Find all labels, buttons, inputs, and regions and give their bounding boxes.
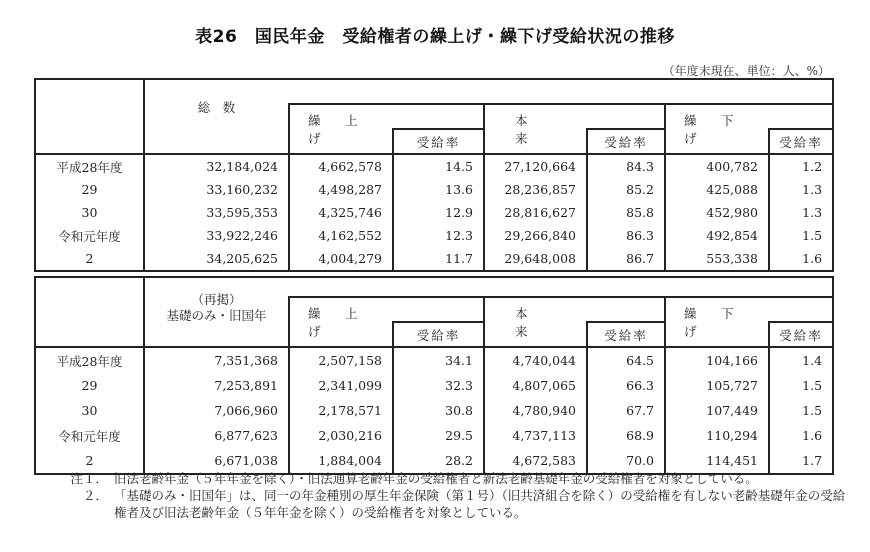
- row-year: 30: [81, 205, 98, 220]
- cell-standard: 29,648,008: [484, 247, 587, 271]
- row-year: 平成28年度: [35, 347, 144, 373]
- cell-early-rate: 29.5: [393, 423, 484, 448]
- header-early-rate: 受給率: [393, 322, 484, 347]
- header-spacer: [587, 297, 665, 322]
- footnote-text: 「基礎のみ・旧国年」は、同一の年金種別の厚生年金保険（第１号）（旧共済組合を除く）の受給権を有しない老齢基礎年金の受給権者及び旧法老齢年金（５年年金を除く）の受給権者を対象としている。: [114, 488, 846, 520]
- cell-standard-rate: 85.8: [587, 201, 665, 224]
- cell-deferred: 492,854: [665, 224, 769, 247]
- cell-deferred-rate: 1.7: [769, 448, 833, 474]
- cell-deferred: 104,166: [665, 347, 769, 373]
- cell-standard: 28,236,857: [484, 178, 587, 201]
- row-year: 令和元年度: [58, 428, 121, 444]
- header-deferred: 繰 下 げ: [665, 104, 769, 154]
- cell-deferred-rate: 1.3: [769, 201, 833, 224]
- cell-standard: 27,120,664: [484, 154, 587, 178]
- cell-total: 32,184,024: [144, 154, 289, 178]
- row-year: 2: [85, 251, 94, 266]
- row-year: 30: [81, 403, 98, 418]
- cell-early: 4,662,578: [289, 154, 393, 178]
- cell-total: 7,351,368: [144, 347, 289, 373]
- cell-standard: 28,816,627: [484, 201, 587, 224]
- footnote-text: 旧法老齢年金（５年年金を除く）・旧法通算老齢年金の受給権者と新法老齢基礎年金の受給権者を対象としている。: [114, 471, 758, 486]
- header-total-label: 基礎のみ・旧国年: [166, 308, 267, 323]
- cell-standard: 4,740,044: [484, 347, 587, 373]
- row-year: 平成28年度: [35, 154, 144, 178]
- cell-total: 6,877,623: [144, 423, 289, 448]
- table-basic-only-recipients: [34, 276, 834, 475]
- table-all-recipients: [34, 78, 834, 272]
- cell-deferred: 105,727: [665, 373, 769, 398]
- header-spacer: [289, 277, 833, 297]
- table-row: [35, 154, 833, 178]
- cell-standard: 4,807,065: [484, 373, 587, 398]
- cell-deferred: 110,294: [665, 423, 769, 448]
- header-spacer: [393, 297, 484, 322]
- cell-early: 4,162,552: [289, 224, 393, 247]
- cell-early: 1,884,004: [289, 448, 393, 474]
- header-standard: 本 来: [484, 104, 587, 154]
- table-row: [35, 224, 833, 247]
- cell-early: 2,178,571: [289, 398, 393, 423]
- cell-early-rate: 28.2: [393, 448, 484, 474]
- cell-early-rate: 12.9: [393, 201, 484, 224]
- cell-deferred: 553,338: [665, 247, 769, 271]
- cell-deferred: 114,451: [665, 448, 769, 474]
- cell-early-rate: 12.3: [393, 224, 484, 247]
- header-spacer: [289, 79, 833, 104]
- header-year-blank: [35, 277, 144, 347]
- cell-early-rate: 34.1: [393, 347, 484, 373]
- cell-total: 7,066,960: [144, 398, 289, 423]
- header-deferred: 繰 下 げ: [665, 297, 769, 347]
- cell-early-rate: 32.3: [393, 373, 484, 398]
- header-spacer: [393, 104, 484, 129]
- cell-deferred: 107,449: [665, 398, 769, 423]
- header-total: 総 数: [144, 79, 289, 154]
- cell-total: 33,160,232: [144, 178, 289, 201]
- cell-early: 2,341,099: [289, 373, 393, 398]
- cell-early-rate: 30.8: [393, 398, 484, 423]
- header-year-blank: [35, 79, 144, 154]
- cell-standard-rate: 66.3: [587, 373, 665, 398]
- header-total: [144, 277, 289, 347]
- header-total-note: （再掲）: [191, 292, 242, 307]
- footnote-1: [60, 470, 850, 487]
- cell-standard: 4,737,113: [484, 423, 587, 448]
- row-year: 29: [81, 378, 98, 393]
- header-spacer: [769, 104, 833, 129]
- cell-early: 4,325,746: [289, 201, 393, 224]
- cell-standard-rate: 86.7: [587, 247, 665, 271]
- cell-deferred-rate: 1.2: [769, 154, 833, 178]
- cell-standard-rate: 70.0: [587, 448, 665, 474]
- cell-deferred-rate: 1.5: [769, 224, 833, 247]
- page-title: 表26 国民年金 受給権者の繰上げ・繰下げ受給状況の推移: [195, 27, 675, 47]
- table-row: [35, 201, 833, 224]
- table-row: [35, 347, 833, 373]
- cell-standard: 29,266,840: [484, 224, 587, 247]
- cell-deferred: 452,980: [665, 201, 769, 224]
- cell-early: 4,004,279: [289, 247, 393, 271]
- footnote-key: ２．: [82, 488, 108, 503]
- header-spacer: [587, 104, 665, 129]
- cell-deferred-rate: 1.3: [769, 178, 833, 201]
- row-year: 29: [81, 182, 98, 197]
- header-standard-rate: 受給率: [587, 322, 665, 347]
- table-row: [35, 423, 833, 448]
- cell-deferred-rate: 1.5: [769, 373, 833, 398]
- footnote-key: 注１．: [70, 471, 108, 486]
- cell-deferred-rate: 1.4: [769, 347, 833, 373]
- header-standard: 本 来: [484, 297, 587, 347]
- row-year: 2: [85, 453, 94, 468]
- header-spacer: [769, 297, 833, 322]
- footnote-2: [60, 487, 850, 521]
- cell-early-rate: 11.7: [393, 247, 484, 271]
- cell-deferred-rate: 1.5: [769, 398, 833, 423]
- header-standard-rate: 受給率: [587, 129, 665, 154]
- cell-standard-rate: 86.3: [587, 224, 665, 247]
- table-row: [35, 373, 833, 398]
- cell-standard-rate: 85.2: [587, 178, 665, 201]
- cell-early: 4,498,287: [289, 178, 393, 201]
- table-row: [35, 178, 833, 201]
- cell-standard: 4,672,583: [484, 448, 587, 474]
- header-early-rate: 受給率: [393, 129, 484, 154]
- cell-early-rate: 14.5: [393, 154, 484, 178]
- cell-deferred-rate: 1.6: [769, 247, 833, 271]
- header-deferred-rate: 受給率: [769, 129, 833, 154]
- cell-early: 2,507,158: [289, 347, 393, 373]
- cell-standard: 4,780,940: [484, 398, 587, 423]
- cell-early-rate: 13.6: [393, 178, 484, 201]
- cell-standard-rate: 64.5: [587, 347, 665, 373]
- table-row: [35, 247, 833, 271]
- cell-deferred: 425,088: [665, 178, 769, 201]
- header-deferred-rate: 受給率: [769, 322, 833, 347]
- cell-total: 33,922,246: [144, 224, 289, 247]
- cell-total: 6,671,038: [144, 448, 289, 474]
- cell-standard-rate: 68.9: [587, 423, 665, 448]
- header-early: 繰 上 げ: [289, 104, 393, 154]
- cell-deferred: 400,782: [665, 154, 769, 178]
- cell-total: 34,205,625: [144, 247, 289, 271]
- cell-standard-rate: 84.3: [587, 154, 665, 178]
- header-early: 繰 上 げ: [289, 297, 393, 347]
- cell-total: 33,595,353: [144, 201, 289, 224]
- footnotes: [60, 470, 850, 521]
- table-row: [35, 398, 833, 423]
- cell-standard-rate: 67.7: [587, 398, 665, 423]
- row-year: 令和元年度: [58, 228, 121, 244]
- unit-note: （年度末現在、単位：人、%）: [662, 64, 830, 78]
- cell-early: 2,030,216: [289, 423, 393, 448]
- cell-total: 7,253,891: [144, 373, 289, 398]
- cell-deferred-rate: 1.6: [769, 423, 833, 448]
